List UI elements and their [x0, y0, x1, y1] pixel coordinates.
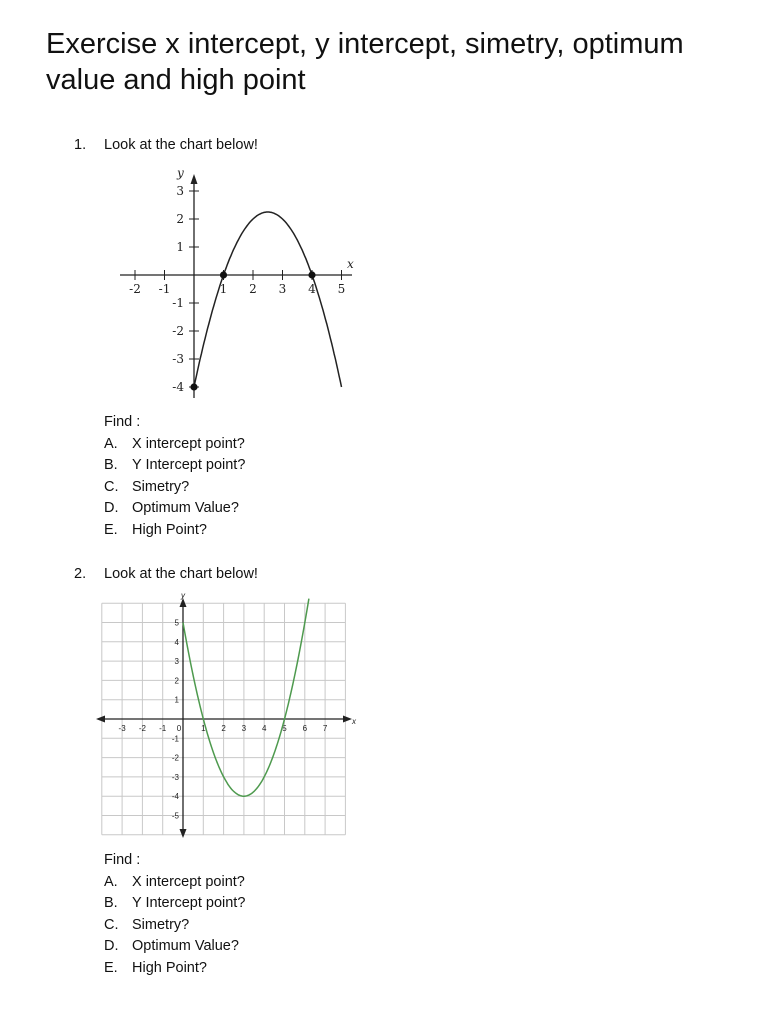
find-list-2 [104, 850, 245, 979]
option-text: High Point? [132, 521, 207, 538]
y-tick-label: 4 [174, 637, 179, 647]
find-label: Find : [104, 852, 141, 868]
x-tick-label: 2 [249, 282, 257, 296]
option-letter: B. [104, 895, 118, 911]
x-tick-label: -2 [129, 282, 141, 296]
option-e [104, 958, 245, 980]
y-tick-label: -3 [171, 772, 179, 782]
x-tick-label: -1 [158, 282, 171, 296]
x-tick-label: 5 [337, 282, 346, 296]
x-axis-arrow-right [343, 716, 352, 723]
option-text: Simetry? [132, 916, 190, 933]
option-text: X intercept point? [132, 435, 245, 452]
option-text: Optimum Value? [132, 938, 239, 954]
x-tick-label: 3 [241, 724, 247, 733]
question-number: 1. [74, 137, 87, 153]
x-tick-label: 4 [308, 282, 316, 296]
x-tick-label: 1 [219, 282, 228, 296]
option-letter: D. [104, 938, 119, 954]
option-d [104, 936, 245, 958]
x-tick-label: 6 [302, 724, 308, 733]
question-number: 2. [74, 566, 87, 582]
x-tick-label: 0 [176, 724, 182, 733]
question-prompt: Look at the chart below! [104, 137, 258, 153]
option-text: Simetry? [132, 478, 190, 495]
y-tick-label: 3 [174, 657, 179, 667]
y-tick-label: 1 [176, 240, 184, 254]
y-tick-label: -1 [171, 734, 179, 744]
option-text: Y Intercept point? [132, 895, 246, 911]
y-axis-label: y [181, 591, 185, 600]
y-tick-label: -2 [172, 324, 184, 338]
option-letter: B. [104, 457, 118, 473]
x-tick-label: -2 [138, 724, 146, 733]
option-b [104, 893, 245, 915]
x-tick-label: 5 [282, 724, 287, 733]
worksheet-title: Exercise x intercept, y intercept, simetry, optimum value and high point [46, 28, 684, 96]
y-tick-label: 5 [174, 618, 179, 628]
find-label: Find : [104, 414, 141, 430]
y-tick-label: -4 [171, 792, 179, 802]
x-tick-label: -3 [118, 724, 126, 733]
x-tick-label: 4 [261, 724, 267, 733]
option-letter: C. [104, 916, 119, 933]
option-c [104, 915, 245, 937]
y-tick-label: 3 [176, 184, 184, 198]
y-tick-label: 2 [174, 676, 179, 686]
option-letter: A. [104, 873, 118, 890]
x-axis-label: x [352, 717, 356, 726]
option-text: Optimum Value? [132, 500, 239, 516]
y-tick-label: -2 [171, 753, 179, 763]
question-prompt: Look at the chart below! [104, 566, 258, 582]
option-text: Y Intercept point? [132, 457, 246, 473]
x-tick-label: 3 [278, 282, 287, 296]
x-tick-label: -1 [159, 724, 167, 733]
option-letter: A. [104, 435, 118, 452]
y-tick-label: -4 [172, 380, 184, 394]
y-tick-label: 1 [174, 695, 179, 705]
x-tick-label: 7 [322, 724, 328, 733]
option-letter: D. [104, 500, 119, 516]
x-tick-label: 2 [221, 724, 226, 733]
option-letter: C. [104, 478, 119, 495]
parabola-curve [183, 599, 309, 797]
y-tick-label: -1 [172, 296, 184, 310]
option-text: High Point? [132, 959, 207, 976]
y-tick-label: -3 [172, 352, 184, 366]
y-tick-label: -5 [171, 811, 179, 821]
option-a [104, 872, 245, 894]
option-letter: E. [104, 521, 118, 538]
x-axis-label: x [347, 257, 354, 271]
y-axis-label: y [177, 166, 184, 180]
y-tick-label: 2 [176, 212, 184, 226]
y-axis-arrow-down [180, 829, 187, 838]
option-text: X intercept point? [132, 873, 245, 890]
x-tick-label: 1 [201, 724, 206, 733]
option-letter: E. [104, 959, 118, 976]
x-axis-arrow-left [96, 716, 105, 723]
